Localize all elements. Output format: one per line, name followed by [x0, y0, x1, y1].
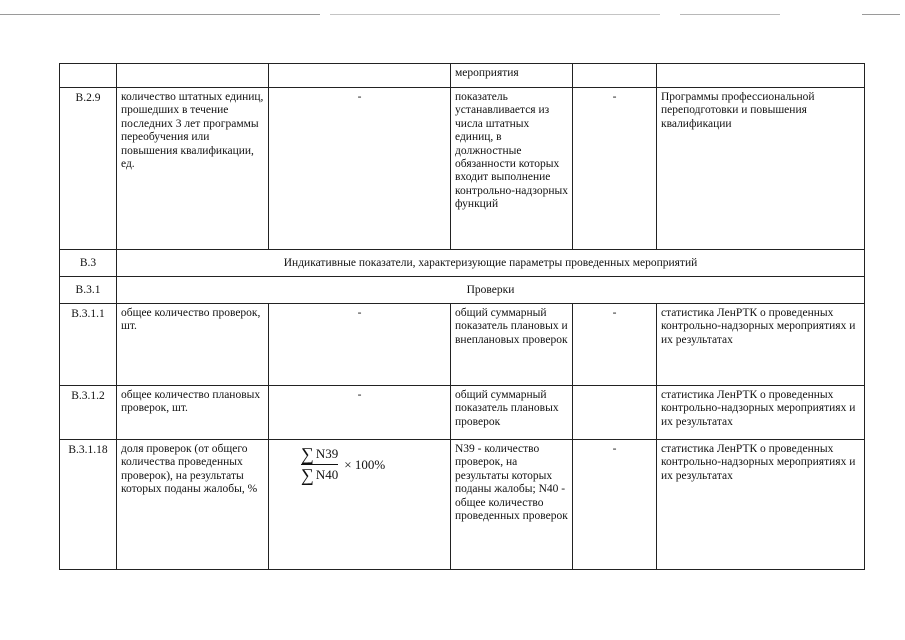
section-title: Индикативные показатели, характеризующие параметры проведенных мероприятий	[117, 250, 865, 277]
table-row	[60, 386, 865, 440]
indicator-formula	[269, 440, 451, 570]
indicator-source	[657, 64, 865, 88]
indicator-value: -	[573, 88, 657, 250]
table-row	[60, 440, 865, 570]
row-number: В.3.1.2	[60, 386, 117, 440]
indicator-name: общее количество плановых проверок, шт.	[117, 386, 269, 440]
indicator-value	[573, 64, 657, 88]
indicator-source: Программы профессиональной переподготовки и повышения квалификации	[657, 88, 865, 250]
section-row	[60, 250, 865, 277]
indicator-formula: -	[269, 304, 451, 386]
table-row	[60, 64, 865, 88]
indicator-source: статистика ЛенРТК о проведенных контрольно-надзорных мероприятиях и их результатах	[657, 440, 865, 570]
indicator-comment: N39 - количество проверок, на результаты которых поданы жалобы; N40 - общее количество проведенных проверок	[451, 440, 573, 570]
table-row	[60, 88, 865, 250]
scan-line-mid	[680, 14, 780, 15]
section-title: Проверки	[117, 277, 865, 304]
formula-numerator	[301, 445, 338, 463]
table-row	[60, 304, 865, 386]
indicator-name: общее количество проверок, шт.	[117, 304, 269, 386]
formula-fraction	[301, 445, 338, 484]
indicator-comment: мероприятия	[451, 64, 573, 88]
indicator-comment: общий суммарный показатель плановых проверок	[451, 386, 573, 440]
denominator-variable: N40	[315, 467, 339, 483]
row-number	[60, 64, 117, 88]
indicator-comment: общий суммарный показатель плановых и внеплановых проверок	[451, 304, 573, 386]
indicator-name	[117, 64, 269, 88]
indicator-value: -	[573, 440, 657, 570]
indicator-value	[573, 386, 657, 440]
indicator-formula: -	[269, 386, 451, 440]
sigma-symbol: ∑	[301, 444, 314, 464]
row-number: В.3	[60, 250, 117, 277]
indicator-source: статистика ЛенРТК о проведенных контрольно-надзорных мероприятиях и их результатах	[657, 386, 865, 440]
formula-denominator	[301, 466, 338, 484]
indicators-table	[59, 63, 865, 570]
indicator-name: количество штатных единиц, прошедших в течение последних 3 лет программы переобучения или повышения квалификации, ед.	[117, 88, 269, 250]
formula-multiplier: × 100%	[344, 456, 386, 472]
row-number: В.2.9	[60, 88, 117, 250]
indicator-value: -	[573, 304, 657, 386]
scan-line-left	[0, 14, 320, 15]
row-number: В.3.1	[60, 277, 117, 304]
indicator-source: статистика ЛенРТК о проведенных контрольно-надзорных мероприятиях и их результатах	[657, 304, 865, 386]
indicator-formula	[269, 64, 451, 88]
complaints-share-formula	[273, 443, 446, 484]
row-number: В.3.1.1	[60, 304, 117, 386]
indicator-formula: -	[269, 88, 451, 250]
section-row	[60, 277, 865, 304]
indicator-comment: показатель устанавливается из числа штатных единиц, в должностные обязанности которых входит выполнение контрольно-надзорных функций	[451, 88, 573, 250]
scan-line-center	[330, 14, 660, 15]
scan-line-right	[862, 14, 900, 15]
numerator-variable: N39	[315, 446, 339, 462]
sigma-symbol: ∑	[301, 465, 314, 485]
row-number: В.3.1.18	[60, 440, 117, 570]
indicator-name: доля проверок (от общего количества проведенных проверок), на результаты которых поданы жалобы, %	[117, 440, 269, 570]
